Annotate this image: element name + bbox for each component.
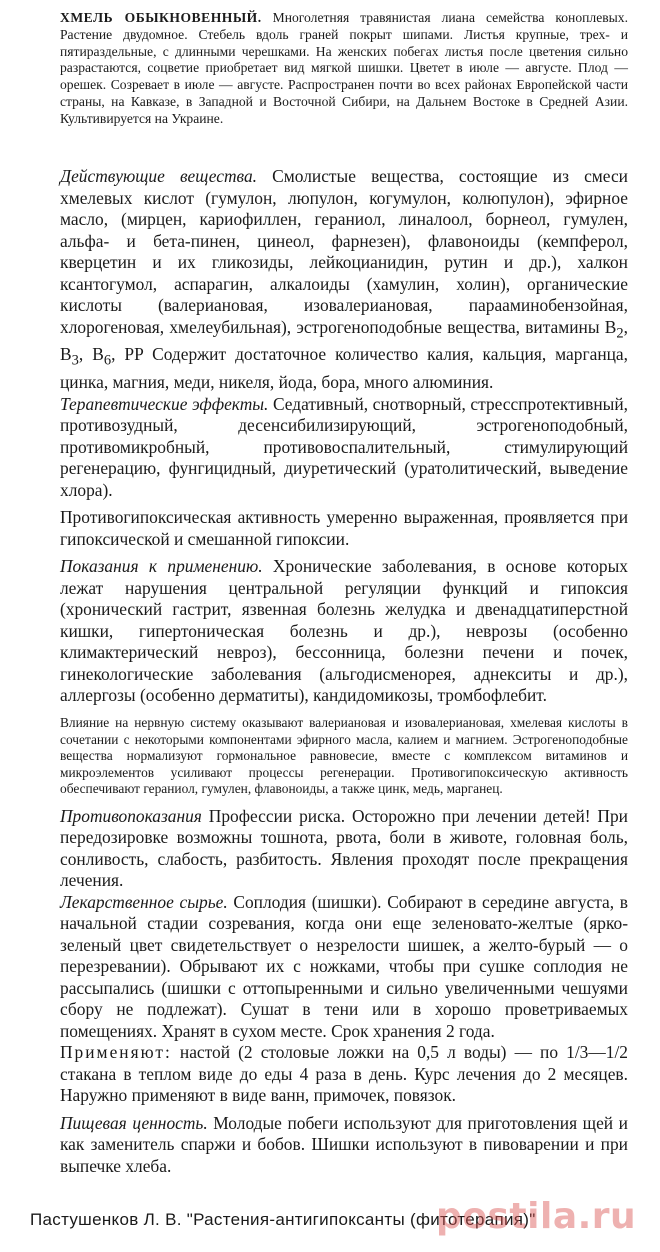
section-title-active: Действующие вещества.	[60, 166, 258, 186]
source-citation: Пастушенков Л. В. "Растения-антигипоксанты (фитотерапия)"	[30, 1210, 536, 1229]
plant-description	[60, 10, 628, 128]
watermark-logo: postila.ru	[436, 1196, 637, 1237]
section-text-active-b: , PP Содержит достаточное количество калия, кальция, марганца, цинка, магния, меди, никеля, йода, бора, много алюминия.	[60, 344, 628, 393]
section-title-usage: Применяют:	[60, 1042, 172, 1063]
section-title-contraindications: Противопоказания	[60, 805, 202, 826]
plant-heading: ХМЕЛЬ ОБЫКНОВЕННЫЙ.	[60, 10, 262, 25]
section-text-food: Молодые побеги используют для приготовления щей и как заменитель спаржи и бобов. Шишки используют в пивоварении и при выпечке хлеба.	[60, 1112, 628, 1176]
section-text-indications: Хронические заболевания, в основе которых лежат нарушения центральной регуляции функций и гипоксия (хронический гастрит, язвенная болезнь желудка и двенадцатиперстной кишки, гипертоническая болезнь и др.), неврозы (особенно климактерический невроз), бессонница, болезни печени и почек, гинекологические заболевания (альгодисменорея, аднекситы и др.), аллергозы (особенно дерматиты), кандидомикозы, тромбофлебит.	[60, 556, 628, 706]
section-usage	[60, 1042, 628, 1107]
section-title-indications: Показания к применению.	[60, 556, 263, 577]
section-active-substances	[60, 166, 628, 394]
plant-description-text: Многолетняя травянистая лиана семейства коноплевых. Растение двудомное. Стебель вдоль граней покрыт шипами. Листья крупные, трех- и пятираздельные, с длинными черешками. На женских побегах листья после цветения сильно разрастаются, соцветие приобретает вид мягкой шишки. Цветет в июле — августе. Плод — орешек. Созревает в июле — августе. Распространен почти во всех районах Европейской части страны, на Кавказе, в Западной и Восточной Сибири, на Дальнем Востоке в Средней Азии. Культивируется на Украине.	[60, 10, 628, 126]
section-therapeutic-effects	[60, 394, 628, 502]
section-raw-material	[60, 892, 628, 1043]
section-text-antihypoxic: Противогипоксическая активность умеренно выраженная, проявляется при гипоксической и смешанной гипоксии.	[60, 507, 628, 549]
vitamin-b6-text: , B	[78, 344, 104, 365]
section-antihypoxic	[60, 507, 628, 550]
section-text-raw: Соплодия (шишки). Собирают в середине августа, в начальной стадии созревания, когда они еще зеленовато-желтые (ярко-зеленый цвет свидетельствует о незрелости шишек, а желто-бурый — о перезревании). Обрывают их с ножками, чтобы при сушке соплодия не рассыпались (шишки с оттопыренными и сильно увеличенными чешуями сбору не подлежат). Сушат в тени или в хорошо проветриваемых помещениях. Хранят в сухом месте. Срок хранения 2 года.	[60, 891, 629, 1041]
section-food-value	[60, 1113, 628, 1178]
vitamin-b3-subscript: 3	[71, 352, 79, 369]
vitamin-b3-text: , B	[60, 316, 628, 365]
section-text-contraindications: Профессии риска. Осторожно при лечении детей! При передозировке возможны тошнота, рвота, боли в животе, головная боль, сонливость, слабость, разбитость. Явления проходят после прекращения лечения.	[60, 805, 628, 891]
vitamin-b6-subscript: 6	[103, 352, 112, 369]
section-title-food: Пищевая ценность.	[60, 1112, 208, 1133]
section-indications	[60, 556, 628, 707]
main-text	[60, 166, 628, 1177]
vitamin-b2-subscript: 2	[616, 324, 624, 341]
section-contraindications	[60, 806, 628, 892]
section-title-raw: Лекарственное сырье.	[60, 891, 228, 912]
section-title-therapeutic: Терапевтические эффекты.	[60, 393, 269, 414]
section-text-active-a: Смолистые вещества, состоящие из смеси хмелевых кислот (гумулон, люпулон, когумулон, колюпулон), эфирное масло, (мирцен, кариофиллен, гераниол, линалоол, борнеол, гумулен, альфа- и бета-пинен, цинеол, фарнезен), флавоноиды (кемпферол, кверцетин и их гликозиды, лейкоцианидин, рутин и др.), халкон ксантогумол, аспарагин, алкалоиды (хамулин, холин), органические кислоты (валериановая, изовалериановая, парааминобензойная, хлорогеновая, хмелеубильная), эстрогеноподобные вещества, витамины B	[60, 166, 628, 337]
section-text-note: Влияние на нервную систему оказывают валериановая и изовалериановая, хмелевая кислоты в сочетании с некоторыми компонентами эфирного масла, калием и магнием. Эстрогеноподобные вещества нормализуют гормональное равновесие, вместе с комплексом витаминов и микроэлементов усиливают процессы регенерации. Противогипоксическую активность обеспечивают гераниол, гумулен, флавоноиды, а также цинк, медь, марганец.	[60, 714, 628, 797]
section-note	[60, 715, 628, 798]
section-text-usage: настой (2 столовые ложки на 0,5 л воды) — по 1/3—1/2 стакана в теплом виде до еды 4 раза в день. Курс лечения до 2 месяцев. Наружно применяют в виде ванн, примочек, повязок.	[60, 1042, 628, 1106]
section-text-therapeutic: Седативный, снотворный, стресспротективный, противозудный, десенсибилизирующий, эстрогеноподобный, противомикробный, противовоспалительный, стимулирующий регенерацию, фунгицидный, диуретический (уратолитический, выведение хлора).	[60, 393, 628, 500]
